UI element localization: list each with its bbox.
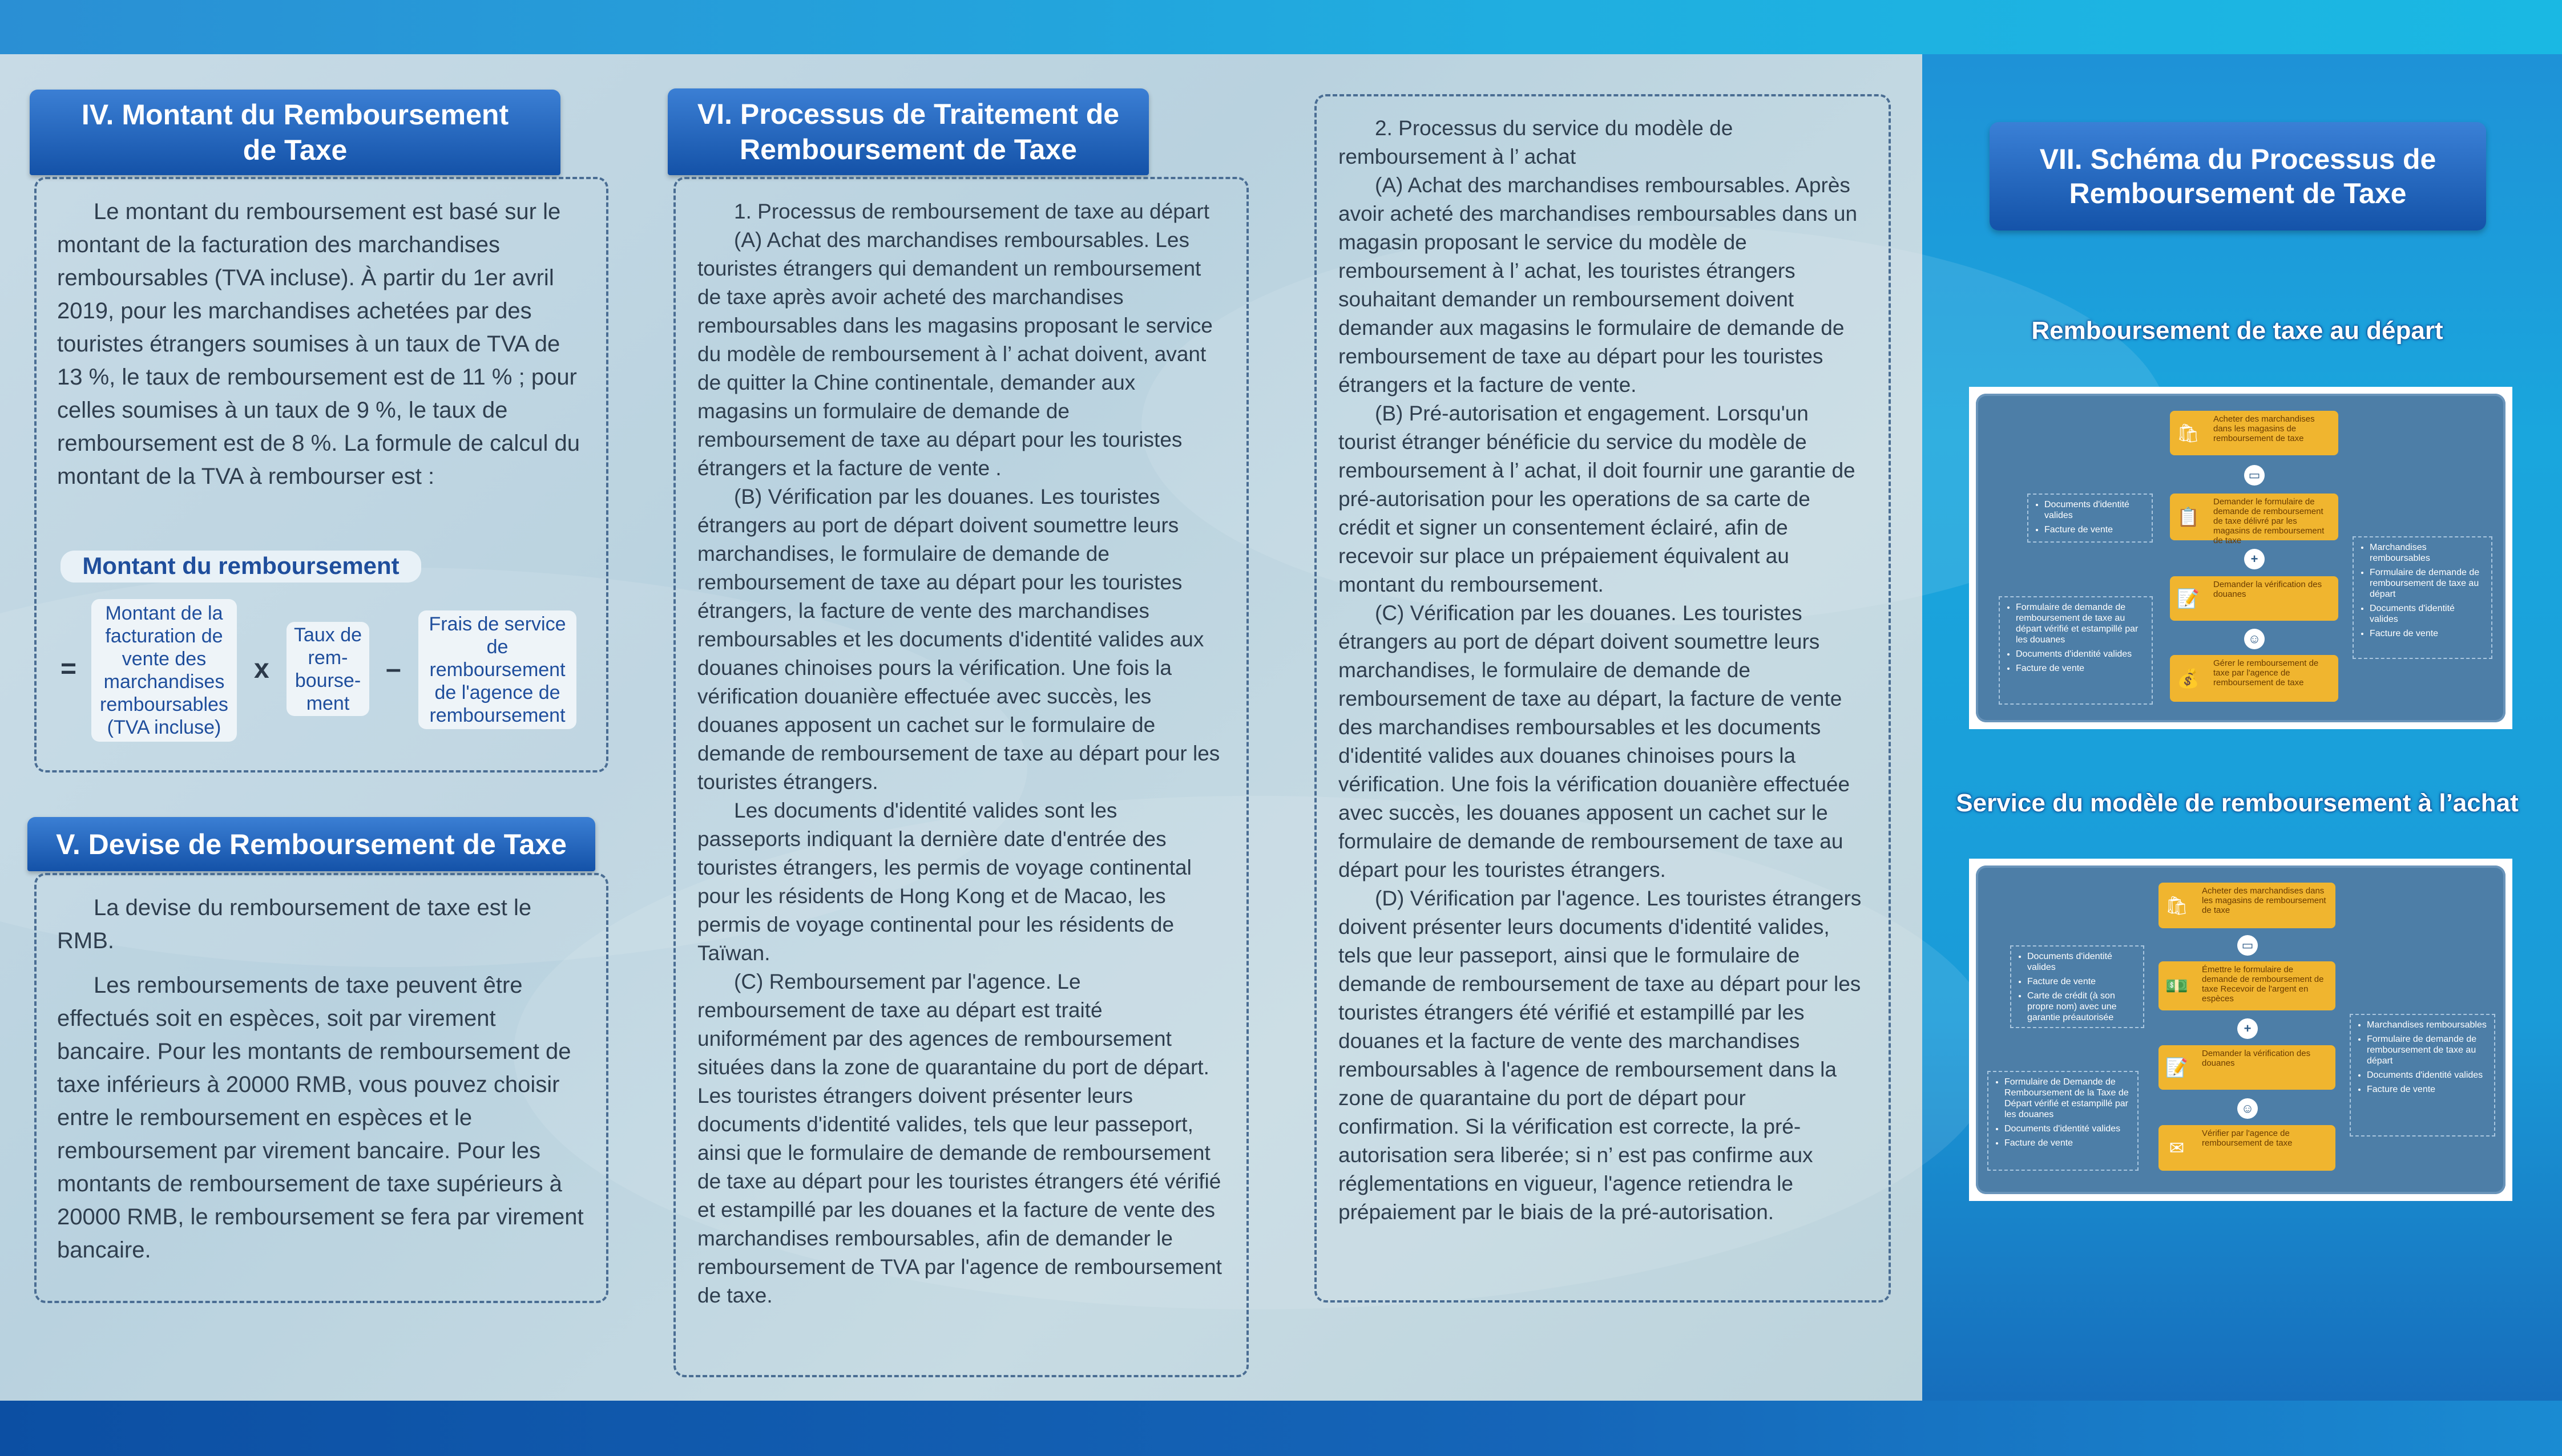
section-6b-text [1338,114,1865,1227]
bag-icon: 🛍 [2176,423,2200,443]
diagram-2-step-2: 💵 Émettre le formulaire de demande de remboursement de taxe Recevoir de l'argent en espèces [2158,961,2335,1010]
section-6-p2: (A) Achat des marchandises remboursables. Les touristes étrangers qui demandent un remboursement de taxe après avoir acheté des marchandises remboursables dans les magasins proposant le service du modèle de remboursement à l’ achat doivent, avant de quitter la Chine continentale, demander aux magasins un formulaire de demande de remboursement de taxe au départ pour les touristes étrangers et la facture de vente . [697,228,1213,480]
section-6b-p3: (B) Pré-autorisation et engagement. Lorsqu'un tourist étranger bénéficie du service du modèle de remboursement à l’ achat, il doit fournir une garantie de pré-autorisation pour les operations de sa carte de crédit et signer un consentement éclairé, afin de recevoir sur place un prépaiement équivalent au montant du remboursement. [1338,402,1855,596]
money-icon: 💰 [2177,668,2200,689]
section-7-title: VII. Schéma du Processus de Remboursement de Taxe [1990,122,2486,230]
diagram-2-step-4: ✉ Vérifier par l'agence de remboursement de taxe [2158,1125,2335,1171]
section-6-title: VI. Processus de Traitement de Remboursement de Taxe [668,88,1149,175]
section-6b-p5: (D) Vérification par l'agence. Les touristes étrangers doivent présenter leurs documents d'identité valides, tels que leur passeport, ainsi que le formulaire de demande de remboursement de taxe au départ pour les touristes étrangers été vérifié et estampillé par les douanes et la facture de vente des marchandises remboursables à l'agence de remboursement dans la zone de quarantaine du port de départ pour confirmation. Si la vérification est correcte, la pré-autorisation sera liberée; si n’ est pas confirme aux réglementations en vigueur, l'agence retiendra le prépaiement par le biais de la pré-autorisation. [1338,887,1862,1224]
section-5-p1: La devise du remboursement de taxe est le RMB. [57,895,532,953]
diagram-1-step-2: 📋 Demander le formulaire de demande de remboursement de taxe délivré par les magasins de remboursement de taxe [2170,494,2338,540]
diagram-2-right: • Marchandises remboursables • Formulaire de demande de remboursement de taxe au départ • Documents d'identité valides • Facture de vente [2350,1014,2495,1137]
section-6b-p4: (C) Vérification par les douanes. Les touristes étrangers au port de départ doivent soumettre leurs marchandises, le formulaire de demande de remboursement de taxe au départ, la facture de vente des marchandises remboursables et les documents d'identité valides aux douanes chinoises pours la vérification. Une fois la vérification douanière effectuée avec succès, les douanes apposent un cachet sur le formulaire de demande de remboursement de taxe au départ pour les touristes étrangers. [1338,601,1850,881]
plus-icon-2: + [2237,1018,2258,1039]
section-6-p3: (B) Vérification par les douanes. Les touristes étrangers au port de départ doivent soumettre leurs marchandises, le formulaire de demande de remboursement de taxe au départ pour les touristes étrangers, la facture de vente des marchandises remboursables et les documents d'identité valides aux douanes chinoises pours la vérification. Une fois la vérification douanière effectuée avec succès, les douanes apposent un cachet sur le formulaire de demande de remboursement de taxe au départ pour les touristes étrangers. [697,485,1220,794]
section-5-title: V. Devise de Remboursement de Taxe [27,817,595,871]
section-6-text [697,197,1223,1310]
diagram-2-heading: Service du modèle de remboursement à l’achat [1956,789,2519,817]
section-4-paragraph: Le montant du remboursement est basé sur le montant de la facturation des marchandises remboursables (TVA incluse). À partir du 1er avril 2019, pour les marchandises achetées par des touristes étrangers soumises à un taux de TVA de 13 %, le taux de remboursement est de 11 % ; pour celles soumises à un taux de 9 %, le taux de remboursement est de 8 %. La formule de calcul du montant de la TVA à rembourser est : [57,199,580,489]
diagram-1-step-4: 💰 Gérer le remboursement de taxe par l'agence de remboursement de taxe [2170,655,2338,702]
diagram-2-left-top: • Documents d'identité valides • Facture de vente • Carte de crédit (à son propre nom) avec une garantie préautorisée [2010,945,2144,1028]
form-icon: 📋 [2177,507,2200,527]
diagram-1-heading: Remboursement de taxe au départ [2031,317,2443,345]
diagram-1-left-top: • Documents d'identité valides • Facture de vente [2027,494,2153,543]
card-icon: ▭ [2244,465,2265,486]
person-icon-2: ☺ [2237,1098,2258,1119]
cash-icon: 💵 [2165,976,2188,996]
section-6-p5: (C) Remboursement par l'agence. Le remboursement de taxe au départ est traité uniformément par des agences de remboursement situées dans la zone de quarantaine du port de départ. Les touristes étrangers doivent présenter leurs documents d'identité valides, tels que leur passeport, ainsi que le formulaire de demande de remboursement de taxe au départ pour les touristes étrangers été vérifié et estampillé par les douanes et la facture de vente des marchandises remboursables, afin de demander le remboursement de TVA par l'agence de remboursement de taxe. [697,970,1222,1307]
bottom-banner [0,1401,2562,1456]
diagram-1-right: • Marchandises remboursables • Formulaire de demande de remboursement de taxe au départ • Documents d'identité valides • Facture de vente [2353,536,2492,659]
section-4-title: IV. Montant du Remboursement de Taxe [30,90,560,175]
card-icon-2: ▭ [2237,935,2258,956]
diagram-1-step-3: 📝 Demander la vérification des douanes [2170,576,2338,621]
diagram-2-step-1: 🛍 Acheter des marchandises dans les magasins de remboursement de taxe [2158,883,2335,928]
diagram-1-step-1: 🛍 Acheter des marchandises dans les magasins de remboursement de taxe [2170,411,2338,455]
section-6-p1: 1. Processus de remboursement de taxe au départ [734,200,1209,223]
section-5-p2: Les remboursements de taxe peuvent être effectués soit en espèces, soit par virement bancaire. Pour les montants de remboursement de taxe inférieurs à 20000 RMB, vous pouvez choisir entre le remboursement en espèces et le remboursement par virement bancaire. Pour les montants de remboursement de taxe supérieurs à 20000 RMB, le remboursement se fera par virement bancaire. [57,973,584,1263]
formula-minus: – [386,654,401,684]
customs-icon: 📝 [2177,588,2200,609]
formula-label: Montant du remboursement [60,551,421,583]
diagram-2-step-3: 📝 Demander la vérification des douanes [2158,1045,2335,1090]
diagram-1 [1969,387,2512,729]
envelope-icon: ✉ [2169,1138,2185,1158]
bag-icon-2: 🛍 [2165,895,2189,916]
person-icon: ☺ [2244,629,2265,649]
section-6-p4: Les documents d'identité valides sont les passeports indiquant la dernière date d'entrée des touristes étrangers, les permis de voyage continental pour les résidents de Hong Kong et de Macao, les permis de voyage continental pour les résidents de Taïwan. [697,799,1192,965]
diagram-2-left-bottom: • Formulaire de Demande de Remboursement de la Taxe de Départ vérifié et estampillé par les douanes • Documents d'identité valides • Facture de vente [1987,1071,2139,1171]
formula-box-rate: Taux de rem-bourse-ment [287,622,369,716]
section-6b-p1: 2. Processus du service du modèle de remboursement à l’ achat [1338,116,1733,168]
plus-icon: + [2244,549,2265,569]
section-5-text [57,891,588,1267]
section-6b-p2: (A) Achat des marchandises remboursables. Après avoir acheté des marchandises remboursables dans un magasin proposant le service du modèle de remboursement à l’ achat, les touristes étrangers souhaitant demander un remboursement doivent demander aux magasins le formulaire de demande de remboursement de taxe au départ pour les touristes étrangers et la facture de vente. [1338,173,1858,397]
formula-box-billing: Montant de la facturation de vente des marchandises remboursables (TVA incluse) [91,599,237,742]
top-banner [0,0,2562,54]
diagram-2 [1969,859,2512,1201]
formula-box-fees: Frais de service de remboursement de l'agence de remboursement [418,610,576,729]
formula-equals: = [60,654,77,684]
diagram-1-left-bottom: • Formulaire de demande de remboursement de taxe au départ vérifié et estampillé par les douanes • Documents d'identité valides • Facture de vente [1999,596,2153,705]
customs-icon-2: 📝 [2165,1057,2188,1078]
formula-times: x [254,654,269,684]
